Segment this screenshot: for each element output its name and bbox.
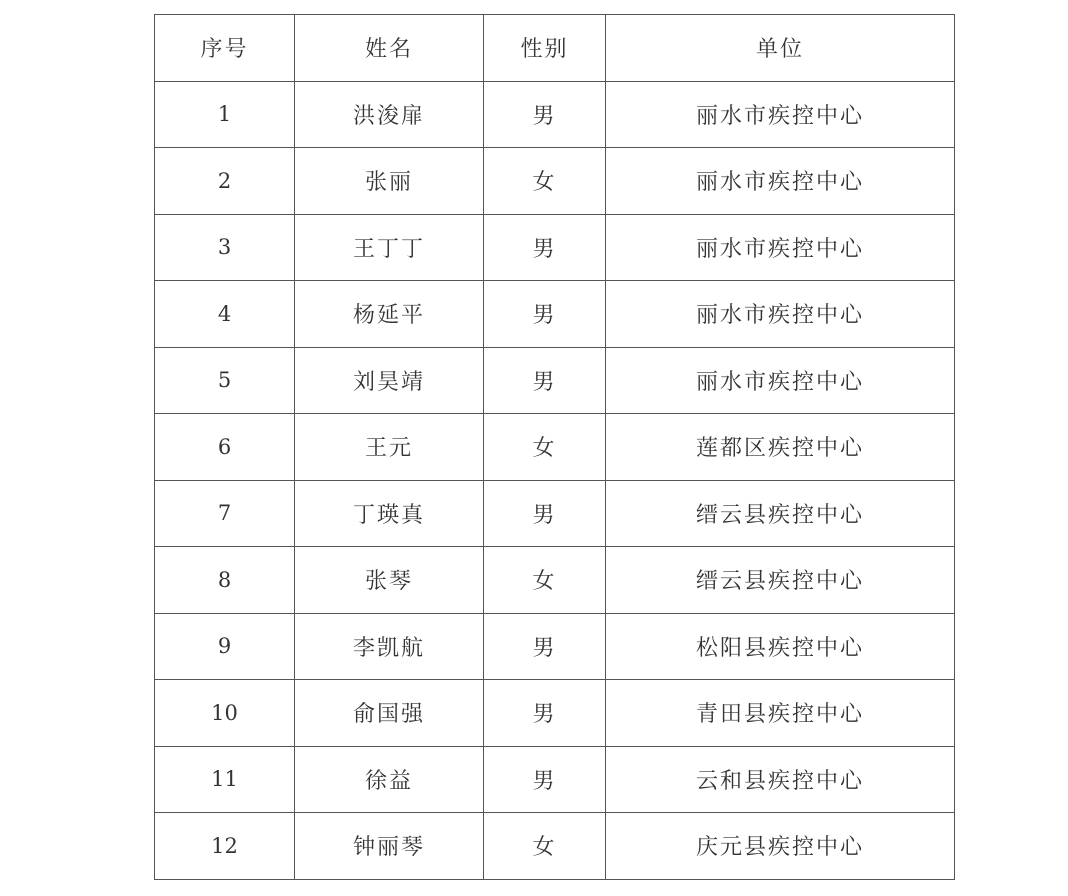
- header-unit: 单位: [606, 15, 955, 82]
- cell-unit: 缙云县疾控中心: [606, 547, 955, 614]
- cell-gender: 男: [484, 680, 606, 747]
- table-row: [155, 680, 955, 747]
- table-row: [155, 281, 955, 348]
- cell-seq: 12: [155, 813, 295, 880]
- cell-gender: 女: [484, 148, 606, 215]
- cell-name: 张琴: [295, 547, 484, 614]
- table-row: [155, 746, 955, 813]
- table-row: [155, 480, 955, 547]
- cell-unit: 丽水市疾控中心: [606, 214, 955, 281]
- cell-unit: 丽水市疾控中心: [606, 148, 955, 215]
- cell-name: 张丽: [295, 148, 484, 215]
- personnel-table: [154, 14, 955, 880]
- cell-seq: 11: [155, 746, 295, 813]
- cell-unit: 松阳县疾控中心: [606, 613, 955, 680]
- table-row: [155, 547, 955, 614]
- cell-seq: 8: [155, 547, 295, 614]
- cell-unit: 丽水市疾控中心: [606, 347, 955, 414]
- cell-gender: 女: [484, 547, 606, 614]
- header-name: 姓名: [295, 15, 484, 82]
- cell-seq: 9: [155, 613, 295, 680]
- cell-gender: 男: [484, 214, 606, 281]
- cell-name: 杨延平: [295, 281, 484, 348]
- table-header: [155, 15, 955, 82]
- table-row: [155, 613, 955, 680]
- cell-name: 俞国强: [295, 680, 484, 747]
- table-row: [155, 347, 955, 414]
- cell-seq: 2: [155, 148, 295, 215]
- document-sheet: [154, 14, 954, 880]
- cell-name: 丁瑛真: [295, 480, 484, 547]
- header-gender: 性别: [484, 15, 606, 82]
- cell-name: 李凯航: [295, 613, 484, 680]
- table-row: [155, 214, 955, 281]
- cell-unit: 丽水市疾控中心: [606, 281, 955, 348]
- cell-gender: 女: [484, 813, 606, 880]
- cell-gender: 男: [484, 746, 606, 813]
- cell-name: 徐益: [295, 746, 484, 813]
- table-row: [155, 81, 955, 148]
- cell-name: 王丁丁: [295, 214, 484, 281]
- header-row: [155, 15, 955, 82]
- cell-seq: 7: [155, 480, 295, 547]
- cell-gender: 男: [484, 81, 606, 148]
- cell-gender: 男: [484, 281, 606, 348]
- table-row: [155, 813, 955, 880]
- cell-seq: 1: [155, 81, 295, 148]
- cell-name: 洪浚扉: [295, 81, 484, 148]
- cell-seq: 5: [155, 347, 295, 414]
- cell-unit: 庆元县疾控中心: [606, 813, 955, 880]
- cell-name: 刘昊靖: [295, 347, 484, 414]
- cell-gender: 男: [484, 347, 606, 414]
- cell-gender: 男: [484, 480, 606, 547]
- cell-name: 钟丽琴: [295, 813, 484, 880]
- cell-gender: 女: [484, 414, 606, 481]
- cell-unit: 莲都区疾控中心: [606, 414, 955, 481]
- table-row: [155, 148, 955, 215]
- table-body: [155, 81, 955, 879]
- cell-seq: 10: [155, 680, 295, 747]
- cell-seq: 6: [155, 414, 295, 481]
- cell-unit: 云和县疾控中心: [606, 746, 955, 813]
- cell-unit: 青田县疾控中心: [606, 680, 955, 747]
- cell-seq: 4: [155, 281, 295, 348]
- cell-unit: 缙云县疾控中心: [606, 480, 955, 547]
- header-seq: 序号: [155, 15, 295, 82]
- cell-name: 王元: [295, 414, 484, 481]
- cell-seq: 3: [155, 214, 295, 281]
- table-row: [155, 414, 955, 481]
- cell-unit: 丽水市疾控中心: [606, 81, 955, 148]
- cell-gender: 男: [484, 613, 606, 680]
